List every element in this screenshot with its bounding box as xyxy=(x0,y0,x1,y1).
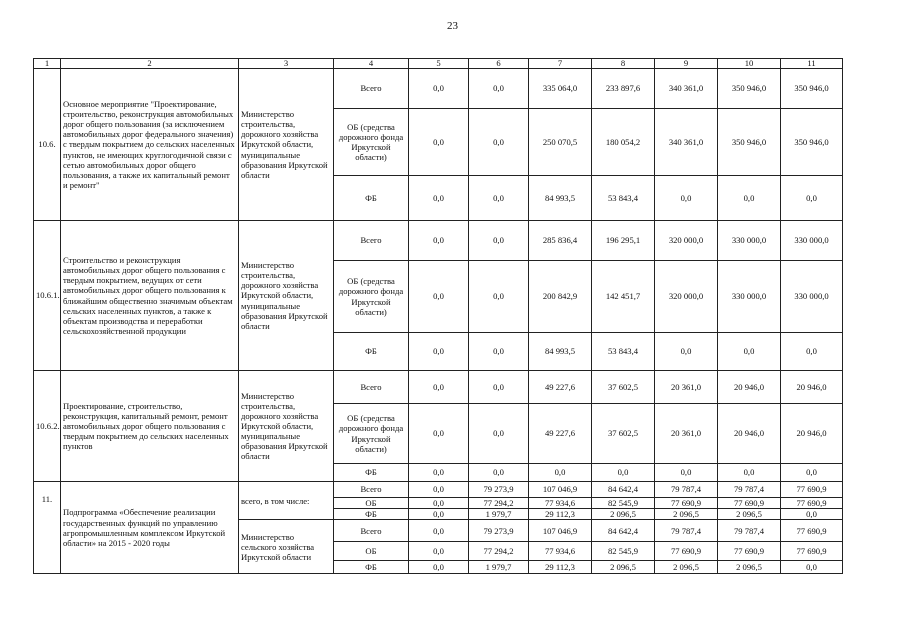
amount-cell: 20 946,0 xyxy=(718,404,781,464)
item-code: 11. xyxy=(34,482,61,574)
amount-cell: 84 642,4 xyxy=(592,482,655,498)
item-name: Строительство и реконструкция автомобильных дорог общего пользования с твердым покрытием, ведущих от сети автомобильных дорог общего пользования к ближайшим общественно значимым объектам сельских населенных пунктов, а также к объектам производства и переработки сельскохозяйственной продукции xyxy=(61,221,239,371)
item-executor: всего, в том числе: xyxy=(239,482,334,520)
column-header: 6 xyxy=(469,59,529,69)
amount-cell: 250 070,5 xyxy=(529,109,592,176)
amount-cell: 0,0 xyxy=(592,464,655,482)
item-executor: Министерство строительства, дорожного хозяйства Иркутской области, муниципальные образования Иркутской области xyxy=(239,69,334,221)
amount-cell: 0,0 xyxy=(409,221,469,261)
amount-cell: 77 690,9 xyxy=(781,542,843,561)
amount-cell: 0,0 xyxy=(469,221,529,261)
funding-source: ОБ (средства дорожного фонда Иркутской области) xyxy=(334,261,409,333)
amount-cell: 79 787,4 xyxy=(718,482,781,498)
column-header: 8 xyxy=(592,59,655,69)
amount-cell: 77 934,6 xyxy=(529,542,592,561)
amount-cell: 0,0 xyxy=(409,542,469,561)
amount-cell: 29 112,3 xyxy=(529,509,592,520)
amount-cell: 77 690,9 xyxy=(655,498,718,509)
table-body xyxy=(34,69,843,574)
amount-cell: 350 946,0 xyxy=(718,69,781,109)
amount-cell: 20 946,0 xyxy=(781,371,843,404)
amount-cell: 77 690,9 xyxy=(781,482,843,498)
amount-cell: 0,0 xyxy=(469,333,529,371)
amount-cell: 0,0 xyxy=(409,404,469,464)
item-executor: Министерство строительства, дорожного хозяйства Иркутской области, муниципальные образования Иркутской области xyxy=(239,221,334,371)
column-header: 4 xyxy=(334,59,409,69)
amount-cell: 20 361,0 xyxy=(655,404,718,464)
amount-cell: 0,0 xyxy=(409,109,469,176)
amount-cell: 79 787,4 xyxy=(718,520,781,542)
item-executor: Министерство строительства, дорожного хозяйства Иркутской области, муниципальные образования Иркутской области xyxy=(239,371,334,482)
amount-cell: 20 946,0 xyxy=(718,371,781,404)
amount-cell: 2 096,5 xyxy=(718,509,781,520)
amount-cell: 350 946,0 xyxy=(781,69,843,109)
amount-cell: 53 843,4 xyxy=(592,176,655,221)
amount-cell: 0,0 xyxy=(409,261,469,333)
item-code: 10.6.1. xyxy=(34,221,61,371)
amount-cell: 0,0 xyxy=(409,520,469,542)
amount-cell: 77 690,9 xyxy=(781,520,843,542)
amount-cell: 1 979,7 xyxy=(469,561,529,574)
funding-source: Всего xyxy=(334,520,409,542)
column-header: 9 xyxy=(655,59,718,69)
funding-source: Всего xyxy=(334,482,409,498)
amount-cell: 0,0 xyxy=(718,333,781,371)
table-row xyxy=(34,482,843,498)
amount-cell: 107 046,9 xyxy=(529,520,592,542)
amount-cell: 79 787,4 xyxy=(655,520,718,542)
amount-cell: 0,0 xyxy=(781,176,843,221)
amount-cell: 77 690,9 xyxy=(781,498,843,509)
amount-cell: 180 054,2 xyxy=(592,109,655,176)
amount-cell: 77 294,2 xyxy=(469,498,529,509)
funding-source: Всего xyxy=(334,69,409,109)
item-code: 10.6.2. xyxy=(34,371,61,482)
amount-cell: 330 000,0 xyxy=(718,221,781,261)
amount-cell: 0,0 xyxy=(409,509,469,520)
amount-cell: 49 227,6 xyxy=(529,371,592,404)
amount-cell: 77 690,9 xyxy=(718,542,781,561)
amount-cell: 2 096,5 xyxy=(655,561,718,574)
amount-cell: 0,0 xyxy=(469,176,529,221)
amount-cell: 196 295,1 xyxy=(592,221,655,261)
funding-source: ФБ xyxy=(334,333,409,371)
amount-cell: 29 112,3 xyxy=(529,561,592,574)
amount-cell: 0,0 xyxy=(469,261,529,333)
amount-cell: 320 000,0 xyxy=(655,261,718,333)
budget-table xyxy=(33,58,843,574)
funding-source: ОБ xyxy=(334,498,409,509)
amount-cell: 0,0 xyxy=(409,561,469,574)
funding-source: ОБ (средства дорожного фонда Иркутской области) xyxy=(334,404,409,464)
amount-cell: 335 064,0 xyxy=(529,69,592,109)
amount-cell: 0,0 xyxy=(409,333,469,371)
table-row xyxy=(34,69,843,109)
amount-cell: 0,0 xyxy=(781,509,843,520)
amount-cell: 49 227,6 xyxy=(529,404,592,464)
amount-cell: 79 273,9 xyxy=(469,482,529,498)
amount-cell: 107 046,9 xyxy=(529,482,592,498)
amount-cell: 285 836,4 xyxy=(529,221,592,261)
page-number: 23 xyxy=(447,20,458,32)
amount-cell: 20 361,0 xyxy=(655,371,718,404)
amount-cell: 340 361,0 xyxy=(655,69,718,109)
amount-cell: 77 294,2 xyxy=(469,542,529,561)
amount-cell: 0,0 xyxy=(655,176,718,221)
amount-cell: 0,0 xyxy=(409,371,469,404)
amount-cell: 84 993,5 xyxy=(529,176,592,221)
amount-cell: 37 602,5 xyxy=(592,404,655,464)
amount-cell: 0,0 xyxy=(409,482,469,498)
amount-cell: 0,0 xyxy=(469,404,529,464)
amount-cell: 0,0 xyxy=(781,464,843,482)
funding-source: ФБ xyxy=(334,176,409,221)
table-row xyxy=(34,221,843,261)
amount-cell: 0,0 xyxy=(718,176,781,221)
amount-cell: 330 000,0 xyxy=(781,261,843,333)
amount-cell: 20 946,0 xyxy=(781,404,843,464)
amount-cell: 0,0 xyxy=(781,333,843,371)
amount-cell: 0,0 xyxy=(469,69,529,109)
amount-cell: 37 602,5 xyxy=(592,371,655,404)
column-header: 3 xyxy=(239,59,334,69)
amount-cell: 0,0 xyxy=(409,464,469,482)
funding-source: ОБ (средства дорожного фонда Иркутской области) xyxy=(334,109,409,176)
amount-cell: 84 993,5 xyxy=(529,333,592,371)
column-header: 11 xyxy=(781,59,843,69)
column-header: 5 xyxy=(409,59,469,69)
funding-source: Всего xyxy=(334,371,409,404)
amount-cell: 0,0 xyxy=(469,109,529,176)
item-code: 10.6. xyxy=(34,69,61,221)
amount-cell: 2 096,5 xyxy=(655,509,718,520)
amount-cell: 142 451,7 xyxy=(592,261,655,333)
column-header: 10 xyxy=(718,59,781,69)
item-name: Основное мероприятие "Проектирование, строительство, реконструкция автомобильных дорог общего пользования (за исключением автомобильных дорог федерального значения) с твердым покрытием до сельских населенных пунктов, не имеющих круглогодичной связи с сетью автомобильных дорог общего пользования, а также их капитальный ремонт и ремонт" xyxy=(61,69,239,221)
amount-cell: 330 000,0 xyxy=(781,221,843,261)
amount-cell: 0,0 xyxy=(469,371,529,404)
amount-cell: 0,0 xyxy=(529,464,592,482)
column-header: 2 xyxy=(61,59,239,69)
amount-cell: 77 690,9 xyxy=(718,498,781,509)
amount-cell: 0,0 xyxy=(718,464,781,482)
amount-cell: 77 690,9 xyxy=(655,542,718,561)
column-header: 7 xyxy=(529,59,592,69)
amount-cell: 233 897,6 xyxy=(592,69,655,109)
amount-cell: 82 545,9 xyxy=(592,498,655,509)
amount-cell: 2 096,5 xyxy=(592,509,655,520)
amount-cell: 77 934,6 xyxy=(529,498,592,509)
funding-source: Всего xyxy=(334,221,409,261)
item-executor: Министерство сельского хозяйства Иркутской области xyxy=(239,520,334,574)
table-row xyxy=(34,371,843,404)
amount-cell: 200 842,9 xyxy=(529,261,592,333)
amount-cell: 0,0 xyxy=(655,333,718,371)
amount-cell: 1 979,7 xyxy=(469,509,529,520)
amount-cell: 0,0 xyxy=(409,498,469,509)
funding-source: ФБ xyxy=(334,464,409,482)
amount-cell: 53 843,4 xyxy=(592,333,655,371)
amount-cell: 2 096,5 xyxy=(592,561,655,574)
funding-source: ФБ xyxy=(334,509,409,520)
amount-cell: 79 273,9 xyxy=(469,520,529,542)
amount-cell: 0,0 xyxy=(781,561,843,574)
funding-source: ОБ xyxy=(334,542,409,561)
amount-cell: 350 946,0 xyxy=(781,109,843,176)
amount-cell: 0,0 xyxy=(655,464,718,482)
item-name: Подпрограмма «Обеспечение реализации государственных функций по управлению агропромышленным комплексом Иркутской области» на 2015 - 2020 годы xyxy=(61,482,239,574)
amount-cell: 340 361,0 xyxy=(655,109,718,176)
amount-cell: 2 096,5 xyxy=(718,561,781,574)
amount-cell: 84 642,4 xyxy=(592,520,655,542)
amount-cell: 350 946,0 xyxy=(718,109,781,176)
amount-cell: 330 000,0 xyxy=(718,261,781,333)
item-name: Проектирование, строительство, реконструкция, капитальный ремонт, ремонт автомобильных дорог общего пользования с твердым покрытием до сельских населенных пунктов xyxy=(61,371,239,482)
column-header: 1 xyxy=(34,59,61,69)
header-row xyxy=(34,59,843,69)
funding-source: ФБ xyxy=(334,561,409,574)
amount-cell: 0,0 xyxy=(409,69,469,109)
amount-cell: 79 787,4 xyxy=(655,482,718,498)
amount-cell: 82 545,9 xyxy=(592,542,655,561)
amount-cell: 320 000,0 xyxy=(655,221,718,261)
amount-cell: 0,0 xyxy=(409,176,469,221)
amount-cell: 0,0 xyxy=(469,464,529,482)
